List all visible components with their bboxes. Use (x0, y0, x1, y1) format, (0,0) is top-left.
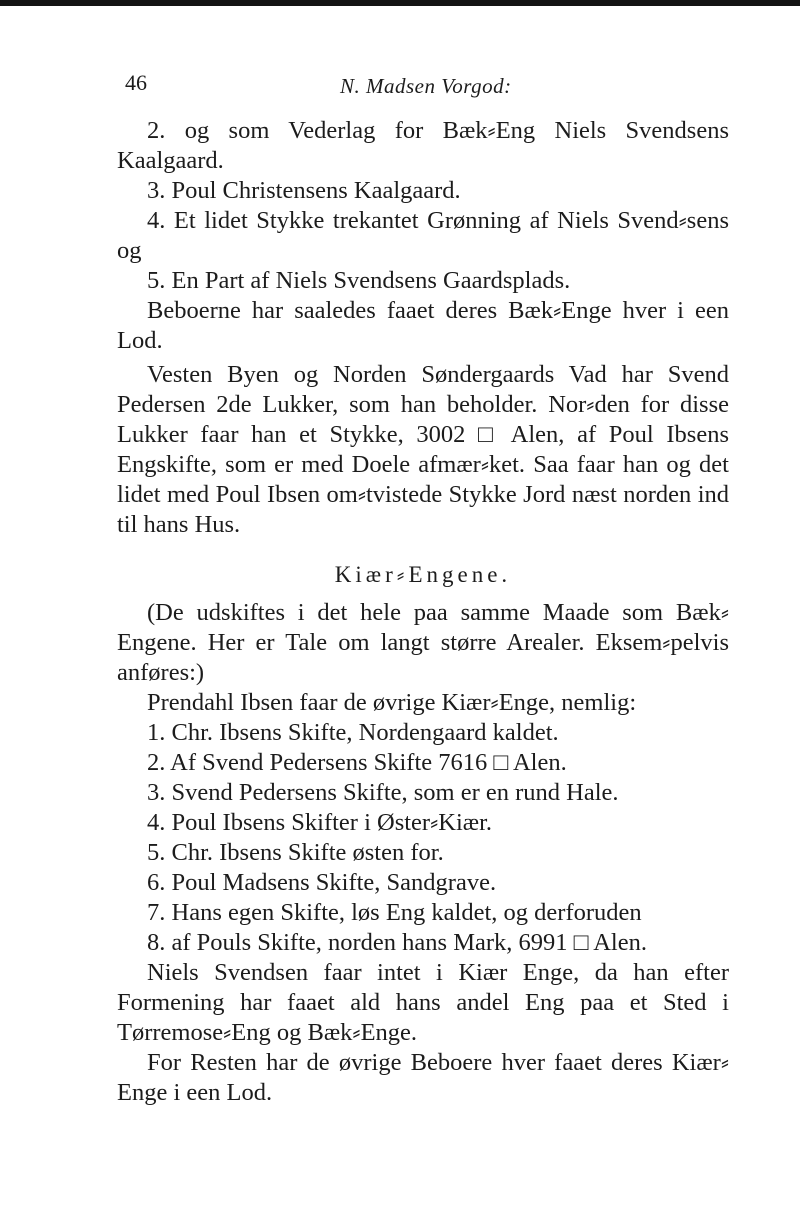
list-item-8: 8. af Pouls Skifte, norden hans Mark, 6991 □ Alen. (147, 929, 647, 956)
paragraph-beboerne: Beboerne har saaledes faaet deres Bæk⸗Enge hver i een Lod. (117, 297, 729, 354)
list-item-4: 4. Poul Ibsens Skifter i Øster⸗Kiær. (147, 809, 493, 836)
list-item-2: 2. Af Svend Pedersens Skifte 7616 □ Alen. (147, 749, 567, 776)
list-item-6: 6. Poul Madsens Skifte, Sandgrave. (147, 869, 497, 896)
section-spacer (117, 540, 729, 560)
page-number: 46 (125, 70, 147, 95)
paragraph-intro: (De udskiftes i det hele paa samme Maade som Bæk⸗Engene. Her er Tale om langt større Arealer. Eksem⸗pelvis anføres:) (117, 599, 729, 686)
paragraph-niels-svendsen: Niels Svendsen faar intet i Kiær Enge, da han efter Formening har faaet ald hans andel Eng paa et Sted i Tørremose⸗Eng og Bæk⸗Enge. (117, 959, 729, 1046)
list-item-7: 7. Hans egen Skifte, løs Eng kaldet, og derforuden (147, 899, 642, 926)
body-text (117, 116, 729, 1108)
paragraph-prendahl: Prendahl Ibsen faar de øvrige Kiær⸗Enge, nemlig: (147, 689, 637, 716)
paragraph-vesten-byen: Vesten Byen og Norden Søndergaards Vad har Svend Pedersen 2de Lukker, som han beholder. Nor⸗den for disse Lukker faar han et Stykke, 3002 □ Alen, af Poul Ibsens Engskifte, som er med Doele afmær⸗ket. Saa faar han og det lidet med Poul Ibsen om⸗tvistede Stykke Jord næst norden ind til hans Hus. (117, 361, 729, 538)
section-heading: Kiær⸗Engene. (334, 562, 512, 587)
paragraph-item-3: 3. Poul Christensens Kaalgaard. (147, 177, 461, 204)
paragraph-for-resten: For Resten har de øvrige Beboere hver faaet deres Kiær⸗Enge i een Lod. (117, 1049, 729, 1106)
list-item-3: 3. Svend Pedersens Skifte, som er en rund Hale. (147, 779, 619, 806)
paragraph-item-2: 2. og som Vederlag for Bæk⸗Eng Niels Svendsens Kaalgaard. (117, 117, 729, 174)
page-header (0, 70, 800, 100)
list-item-5: 5. Chr. Ibsens Skifte østen for. (147, 839, 444, 866)
running-head: N. Madsen Vorgod: (340, 74, 512, 98)
list-item-1: 1. Chr. Ibsens Skifte, Nordengaard kaldet. (147, 719, 559, 746)
paragraph-item-5: 5. En Part af Niels Svendsens Gaardsplads. (147, 267, 571, 294)
paragraph-item-4: 4. Et lidet Stykke trekantet Grønning af Niels Svend⸗sens og (117, 207, 729, 264)
